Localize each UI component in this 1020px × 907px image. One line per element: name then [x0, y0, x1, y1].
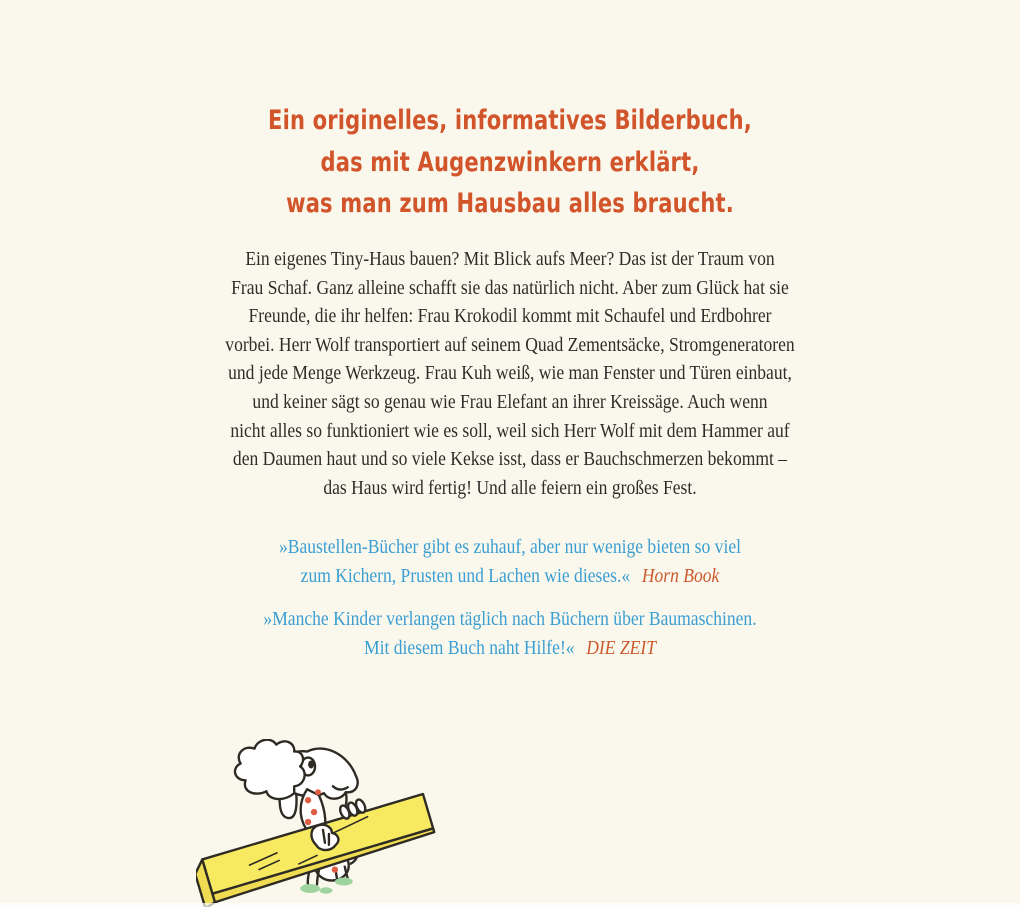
quote-line: »Manche Kinder verlangen täglich nach Büchern über Baumaschinen. [263, 609, 757, 630]
quote-text: zum Kichern, Prusten und Lachen wie dieses.« [300, 566, 631, 587]
quote-line: »Baustellen-Bücher gibt es zuhauf, aber nur wenige bieten so viel [278, 537, 742, 558]
quote-source: Horn Book [641, 566, 720, 587]
description-line: Freunde, die ihr helfen: Frau Krokodil kommt mit Schaufel und Erdbohrer [248, 306, 772, 328]
book-description [51, 246, 969, 503]
description-line: vorbei. Herr Wolf transportiert auf seinem Quad Zementsäcke, Stromgeneratoren [225, 334, 795, 356]
description-line: den Daumen haut und so viele Kekse isst, dass er Bauchschmerzen bekommt – [232, 449, 788, 471]
quote-line [51, 634, 969, 663]
review-quote-die-zeit [51, 605, 969, 663]
description-line: Frau Schaf. Ganz alleine schafft sie das natürlich nicht. Aber zum Glück hat sie [231, 277, 789, 299]
description-line: Ein eigenes Tiny-Haus bauen? Mit Blick aufs Meer? Das ist der Traum von [245, 249, 775, 270]
tagline-line: das mit Augenzwinkern erklärt, [320, 146, 700, 178]
quote-text: Mit diesem Buch naht Hilfe!« [364, 638, 575, 659]
tagline-line: Ein originelles, informatives Bilderbuch, [268, 105, 752, 136]
description-line: und keiner sägt so genau wie Frau Elefant an ihrer Kreissäge. Auch wenn [252, 391, 768, 413]
book-tagline [112, 100, 908, 225]
sheep-carrying-plank-illustration [196, 739, 444, 907]
page-bottom-edge [0, 903, 1020, 907]
description-line: nicht alles so funktioniert wie es soll, weil sich Herr Wolf mit dem Hammer auf [230, 420, 790, 442]
review-quote-horn-book [51, 533, 969, 591]
quote-source: DIE ZEIT [586, 638, 656, 659]
description-line: das Haus wird fertig! Und alle feiern ein großes Fest. [323, 477, 697, 499]
tagline-line: was man zum Hausbau alles braucht. [286, 188, 734, 219]
quote-line [51, 562, 969, 591]
description-line: und jede Menge Werkzeug. Frau Kuh weiß, wie man Fenster und Türen einbaut, [228, 363, 792, 385]
